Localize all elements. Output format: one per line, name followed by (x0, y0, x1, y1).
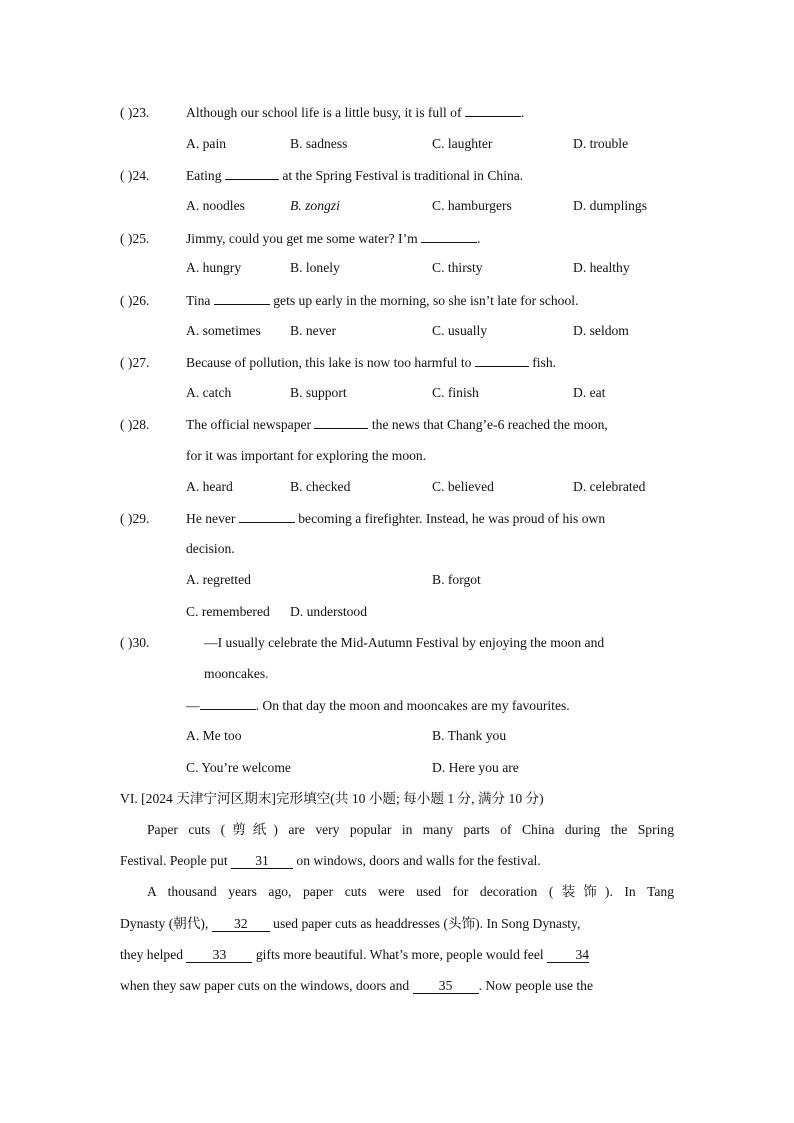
option-b[interactable]: B. support (290, 385, 347, 400)
question-number: ( )30. (120, 635, 150, 650)
answer-blank[interactable] (465, 103, 521, 117)
question-number: ( )26. (120, 293, 150, 308)
option-a[interactable]: A. noodles (186, 198, 245, 213)
option-b[interactable]: B. lonely (290, 260, 340, 275)
option-b[interactable]: B. never (290, 323, 337, 338)
passage-line: A thousand years ago, paper cuts were used for decoration (装饰). In Tang (147, 884, 674, 899)
option-d[interactable]: D. understood (290, 604, 368, 619)
option-b[interactable]: B. sadness (290, 136, 348, 151)
option-c[interactable]: C. laughter (432, 136, 493, 151)
cloze-blank-34[interactable]: 34 (547, 947, 589, 963)
passage-line (120, 852, 541, 870)
question-number: ( )29. (120, 511, 150, 526)
question-text: Although our school life is a little busy, it is full of (186, 105, 462, 120)
question-30 (120, 634, 604, 652)
passage-text: on windows, doors and walls for the festival. (296, 853, 541, 868)
passage-text: they helped (120, 947, 184, 962)
passage-text: gifts more beautiful. What’s more, people would feel (255, 947, 544, 962)
question-24 (120, 166, 523, 185)
question-number: ( )23. (120, 105, 150, 120)
option-a[interactable]: A. hungry (186, 260, 242, 275)
option-c[interactable]: C. remembered (186, 604, 270, 619)
passage-text: used paper cuts as headdresses (头饰). In Song Dynasty, (273, 916, 581, 931)
passage-text: when they saw paper cuts on the windows, doors and (120, 978, 410, 993)
passage-line (120, 977, 593, 995)
question-number: ( )24. (120, 168, 150, 183)
option-a[interactable]: A. Me too (186, 728, 242, 743)
cloze-blank-32[interactable]: 32 (212, 916, 270, 932)
passage-line: Paper cuts (剪纸) are very popular in many parts of China during the Spring (147, 822, 674, 837)
question-continuation: for it was important for exploring the moon. (186, 448, 427, 463)
question-29 (120, 509, 605, 528)
section-title: VI. [2024 天津宁河区期末]完形填空(共 10 小题; 每小题 1 分, 满分 10 分) (120, 791, 544, 806)
option-d[interactable]: D. celebrated (573, 479, 646, 494)
question-number: ( )25. (120, 231, 150, 246)
option-a[interactable]: A. pain (186, 136, 227, 151)
option-b[interactable]: B. zongzi (290, 198, 340, 213)
answer-blank[interactable] (475, 353, 529, 367)
question-text-end: fish. (532, 355, 557, 370)
answer-blank[interactable] (225, 166, 279, 180)
option-d[interactable]: D. dumplings (573, 198, 648, 213)
option-a[interactable]: A. heard (186, 479, 233, 494)
question-text-end: at the Spring Festival is traditional in China. (282, 168, 524, 183)
option-c[interactable]: C. usually (432, 323, 488, 338)
option-d[interactable]: D. seldom (573, 323, 629, 338)
option-d[interactable]: D. Here you are (432, 760, 519, 775)
passage-text: . Now people use the (478, 978, 593, 993)
passage-line (120, 915, 580, 933)
option-c[interactable]: C. thirsty (432, 260, 483, 275)
option-d[interactable]: D. eat (573, 385, 606, 400)
answer-blank[interactable] (200, 696, 256, 710)
answer-blank[interactable] (214, 291, 270, 305)
option-c[interactable]: C. You’re welcome (186, 760, 291, 775)
question-continuation: decision. (186, 541, 235, 556)
question-text: Because of pollution, this lake is now too harmful to (186, 355, 472, 370)
question-text-end: becoming a firefighter. Instead, he was proud of his own (298, 511, 606, 526)
cloze-blank-35[interactable]: 35 (413, 978, 479, 994)
question-23 (120, 103, 524, 122)
question-text-end: the news that Chang’e-6 reached the moon, (371, 417, 608, 432)
passage-text: Festival. People put (120, 853, 228, 868)
question-continuation: mooncakes. (204, 666, 269, 681)
option-d[interactable]: D. healthy (573, 260, 630, 275)
option-d[interactable]: D. trouble (573, 136, 629, 151)
answer-blank[interactable] (239, 509, 295, 523)
reply-dash: — (186, 698, 200, 713)
cloze-blank-31[interactable]: 31 (231, 853, 293, 869)
option-a[interactable]: A. sometimes (186, 323, 261, 338)
option-b[interactable]: B. forgot (432, 572, 481, 587)
question-25 (120, 229, 480, 248)
cloze-blank-33[interactable]: 33 (186, 947, 252, 963)
option-b[interactable]: B. Thank you (432, 728, 507, 743)
answer-blank[interactable] (314, 415, 368, 429)
passage-line (120, 946, 589, 964)
question-text: The official newspaper (186, 417, 312, 432)
option-c[interactable]: C. finish (432, 385, 479, 400)
question-text: He never (186, 511, 236, 526)
question-27 (120, 353, 556, 372)
answer-blank[interactable] (421, 229, 477, 243)
option-a[interactable]: A. catch (186, 385, 232, 400)
option-a[interactable]: A. regretted (186, 572, 251, 587)
question-text: Tina (186, 293, 211, 308)
reply-text: . On that day the moon and mooncakes are my favourites. (255, 698, 570, 713)
passage-text: Dynasty (朝代), (120, 916, 209, 931)
question-text: —I usually celebrate the Mid-Autumn Festival by enjoying the moon and (204, 635, 605, 650)
option-c[interactable]: C. hamburgers (432, 198, 512, 213)
question-text-end: . (477, 231, 481, 246)
question-28 (120, 415, 608, 434)
question-26 (120, 291, 578, 310)
question-reply (186, 696, 570, 715)
question-number: ( )28. (120, 417, 150, 432)
question-text-end: gets up early in the morning, so she isn’t late for school. (273, 293, 579, 308)
question-number: ( )27. (120, 355, 150, 370)
option-c[interactable]: C. believed (432, 479, 494, 494)
question-text: Jimmy, could you get me some water? I’m (186, 231, 418, 246)
option-b[interactable]: B. checked (290, 479, 351, 494)
question-text: Eating (186, 168, 222, 183)
question-text-end: . (520, 105, 525, 120)
